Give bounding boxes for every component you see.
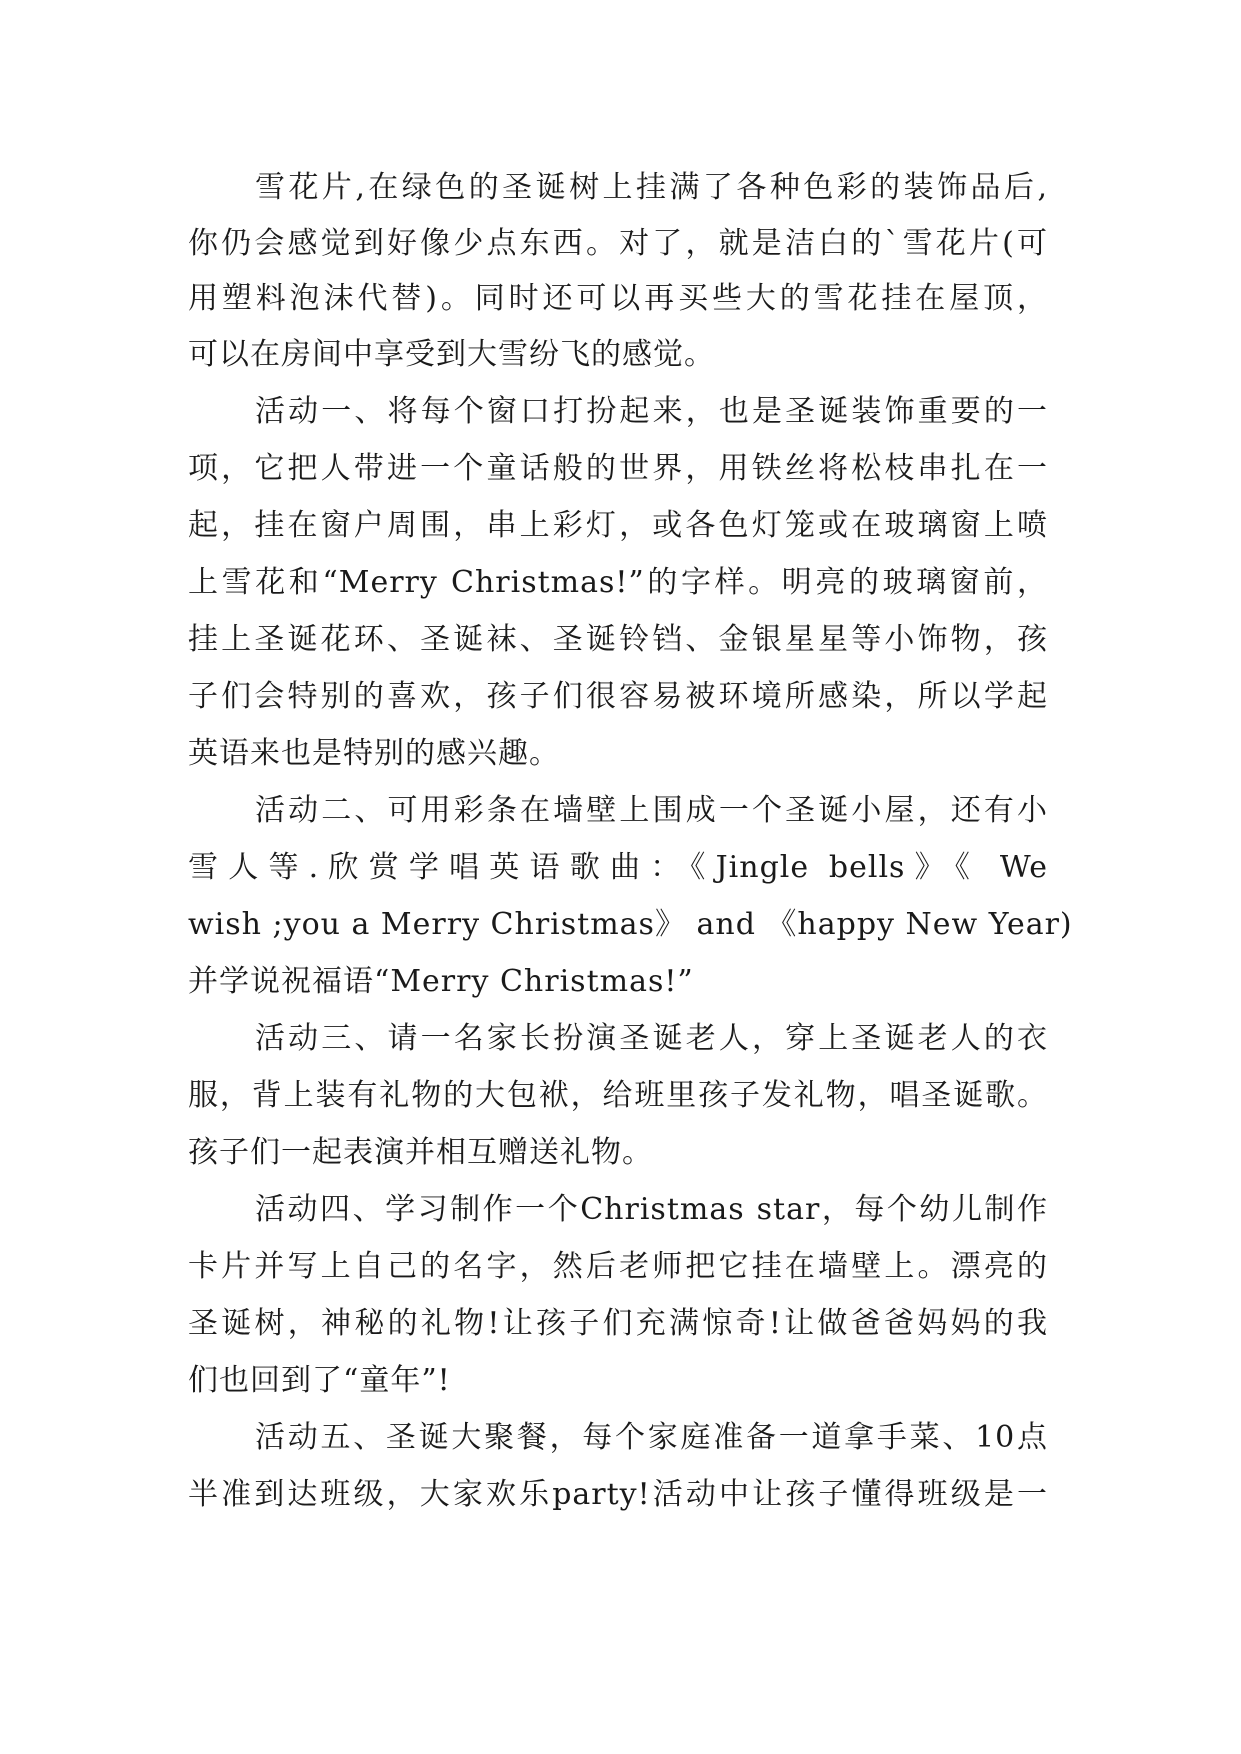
text-line: 英语来也是特别的感兴趣。 [188, 736, 560, 771]
text-line: 们也回到了“童年”! [188, 1363, 451, 1398]
text-line: 项，它把人带进一个童话般的世界，用铁丝将松枝串扎在一 [188, 451, 1048, 486]
text-line: 可以在房间中享受到大雪纷飞的感觉。 [188, 337, 715, 372]
text-line: 孩子们一起表演并相互赠送礼物。 [188, 1135, 653, 1170]
text-line: 你仍会感觉到好像少点东西。对了，就是洁白的`雪花片(可 [188, 226, 1048, 261]
text-line: 活动四、学习制作一个Christmas star，每个幼儿制作 [255, 1192, 1048, 1227]
text-line: 上雪花和“Merry Christmas!”的字样。明亮的玻璃窗前， [188, 565, 1048, 600]
text-line: 活动五、圣诞大聚餐，每个家庭准备一道拿手菜、10点 [255, 1420, 1048, 1455]
text-line: 起，挂在窗户周围，串上彩灯，或各色灯笼或在玻璃窗上喷 [188, 508, 1048, 543]
text-line: 用塑料泡沫代替)。同时还可以再买些大的雪花挂在屋顶， [188, 281, 1048, 316]
text-line: 活动一、将每个窗口打扮起来，也是圣诞装饰重要的一 [255, 394, 1048, 429]
text-line: 并学说祝福语“Merry Christmas!” [188, 964, 694, 999]
text-line: 活动二、可用彩条在墙壁上围成一个圣诞小屋，还有小 [255, 793, 1048, 828]
text-line: 卡片并写上自己的名字，然后老师把它挂在墙壁上。漂亮的 [188, 1249, 1048, 1284]
text-line: 雪人等.欣赏学唱英语歌曲：《Jingle bells》《 We [188, 850, 1048, 885]
text-line: 挂上圣诞花环、圣诞袜、圣诞铃铛、金银星星等小饰物，孩 [188, 622, 1048, 657]
text-line: 服，背上装有礼物的大包袱，给班里孩子发礼物，唱圣诞歌。 [188, 1078, 1048, 1113]
text-line: 子们会特别的喜欢，孩子们很容易被环境所感染，所以学起 [188, 679, 1048, 714]
text-line: 活动三、请一名家长扮演圣诞老人，穿上圣诞老人的衣 [255, 1021, 1048, 1056]
text-line: wish ;you a Merry Christmas》 and 《happy New Year) [188, 907, 1073, 942]
text-line: 雪花片,在绿色的圣诞树上挂满了各种色彩的装饰品后, [255, 170, 1048, 205]
text-line: 半准到达班级，大家欢乐party!活动中让孩子懂得班级是一 [188, 1477, 1048, 1512]
text-line: 圣诞树，神秘的礼物!让孩子们充满惊奇!让做爸爸妈妈的我 [188, 1306, 1048, 1341]
